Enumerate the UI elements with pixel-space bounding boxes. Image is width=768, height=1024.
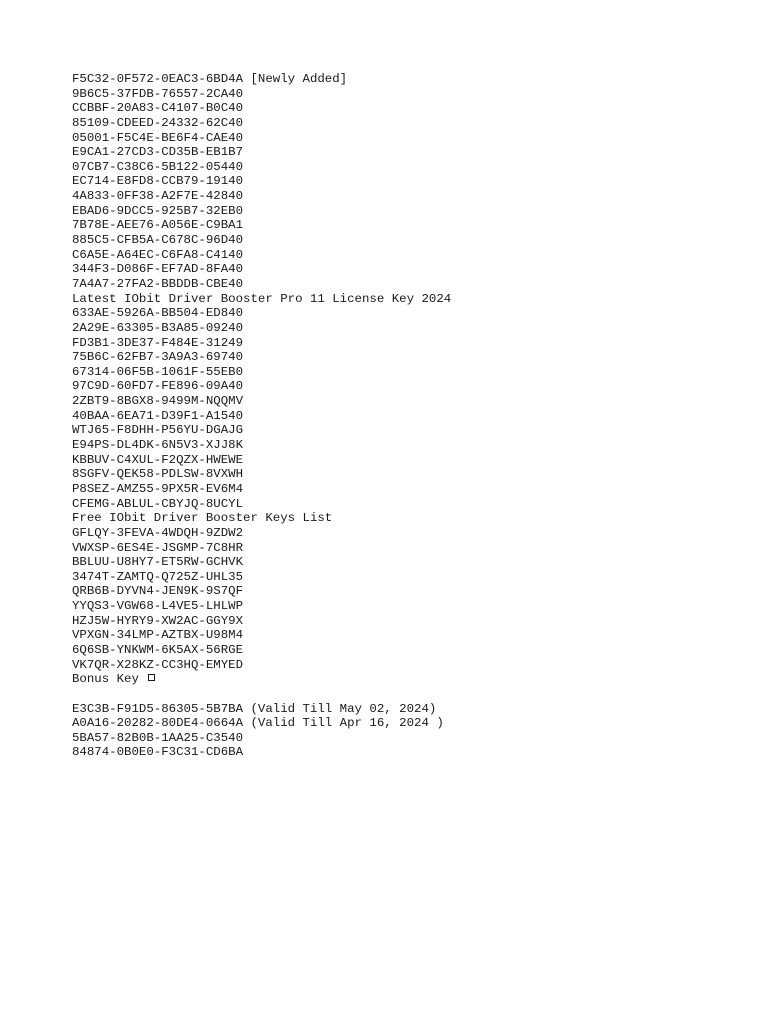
free-key-list: [72, 526, 712, 672]
license-key-line: EBAD6-9DCC5-925B7-32EB0: [72, 203, 244, 218]
license-key-line: EC714-E8FD8-CCB79-19140: [72, 174, 244, 189]
license-key-line: 05001-F5C4E-BE6F4-CAE40: [72, 130, 244, 145]
license-key-line: 6Q6SB-YNKWM-6K5AX-56RGE: [72, 642, 244, 657]
license-key-line: 633AE-5926A-BB504-ED840: [72, 306, 244, 321]
license-key-line: GFLQY-3FEVA-4WDQH-9ZDW2: [72, 525, 244, 540]
license-key-line: 5BA57-82B0B-1AA25-C3540: [72, 730, 244, 745]
license-key-line: WTJ65-F8DHH-P56YU-DGAJG: [72, 423, 244, 438]
license-key-line: 67314-06F5B-1061F-55EB0: [72, 364, 244, 379]
latest-key-list: [72, 306, 712, 511]
license-key-line: 84874-0B0E0-F3C31-CD6BA: [72, 745, 244, 760]
license-key-line: P8SEZ-AMZ55-9PX5R-EV6M4: [72, 481, 244, 496]
document-page: [72, 72, 712, 760]
license-key-line: 9B6C5-37FDB-76557-2CA40: [72, 86, 244, 101]
license-key-line: CFEMG-ABLUL-CBYJQ-8UCYL: [72, 496, 244, 511]
bonus-key-heading: [72, 672, 712, 687]
license-key-line: E94PS-DL4DK-6N5V3-XJJ8K: [72, 438, 244, 453]
license-key-line: E9CA1-27CD3-CD35B-EB1B7: [72, 145, 244, 160]
missing-glyph-box-icon: [148, 674, 155, 681]
latest-keys-heading: Latest IObit Driver Booster Pro 11 License Key 2024: [72, 291, 452, 306]
license-key-line: 85109-CDEED-24332-62C40: [72, 115, 244, 130]
license-key-line: 8SGFV-QEK58-PDLSW-8VXWH: [72, 467, 244, 482]
license-key-line: A0A16-20282-80DE4-0664A (Valid Till Apr 16, 2024 ): [72, 716, 444, 731]
license-key-line: BBLUU-U8HY7-ET5RW-GCHVK: [72, 555, 244, 570]
license-key-line: HZJ5W-HYRY9-XW2AC-GGY9X: [72, 613, 244, 628]
license-key-line: FD3B1-3DE37-F484E-31249: [72, 335, 244, 350]
license-key-line: CCBBF-20A83-C4107-B0C40: [72, 101, 244, 116]
license-key-line: VPXGN-34LMP-AZTBX-U98M4: [72, 628, 244, 643]
license-key-line: VK7QR-X28KZ-CC3HQ-EMYED: [72, 657, 244, 672]
free-keys-heading: Free IObit Driver Booster Keys List: [72, 511, 333, 526]
license-key-line: YYQS3-VGW68-L4VE5-LHLWP: [72, 599, 244, 614]
license-key-line: 07CB7-C38C6-5B122-05440: [72, 159, 244, 174]
license-key-line: QRB6B-DYVN4-JEN9K-9S7QF: [72, 584, 244, 599]
license-key-line: 2A29E-63305-B3A85-09240: [72, 320, 244, 335]
license-key-line: 3474T-ZAMTQ-Q725Z-UHL35: [72, 569, 244, 584]
license-key-line: 2ZBT9-8BGX8-9499M-NQQMV: [72, 394, 244, 409]
license-key-line: C6A5E-A64EC-C6FA8-C4140: [72, 247, 244, 262]
license-key-line: VWXSP-6ES4E-JSGMP-7C8HR: [72, 540, 244, 555]
license-key-line: 40BAA-6EA71-D39F1-A1540: [72, 408, 244, 423]
blank-line: [72, 687, 712, 702]
license-key-line: F5C32-0F572-0EAC3-6BD4A [Newly Added]: [72, 72, 348, 86]
bonus-key-list: [72, 702, 712, 761]
license-key-line: 7B78E-AEE76-A056E-C9BA1: [72, 218, 244, 233]
license-key-line: KBBUV-C4XUL-F2QZX-HWEWE: [72, 452, 244, 467]
license-key-line: 75B6C-62FB7-3A9A3-69740: [72, 350, 244, 365]
license-key-line: 97C9D-60FD7-FE896-09A40: [72, 379, 244, 394]
license-key-line: 4A833-0FF38-A2F7E-42840: [72, 189, 244, 204]
bonus-key-heading-text: Bonus Key: [72, 672, 139, 687]
license-key-line: 344F3-D086F-EF7AD-8FA40: [72, 262, 244, 277]
license-key-line: 885C5-CFB5A-C678C-96D40: [72, 233, 244, 248]
license-key-line: 7A4A7-27FA2-BBDDB-CBE40: [72, 276, 244, 291]
license-key-line: E3C3B-F91D5-86305-5B7BA (Valid Till May 02, 2024): [72, 701, 437, 716]
newly-added-key-list: [72, 72, 712, 292]
